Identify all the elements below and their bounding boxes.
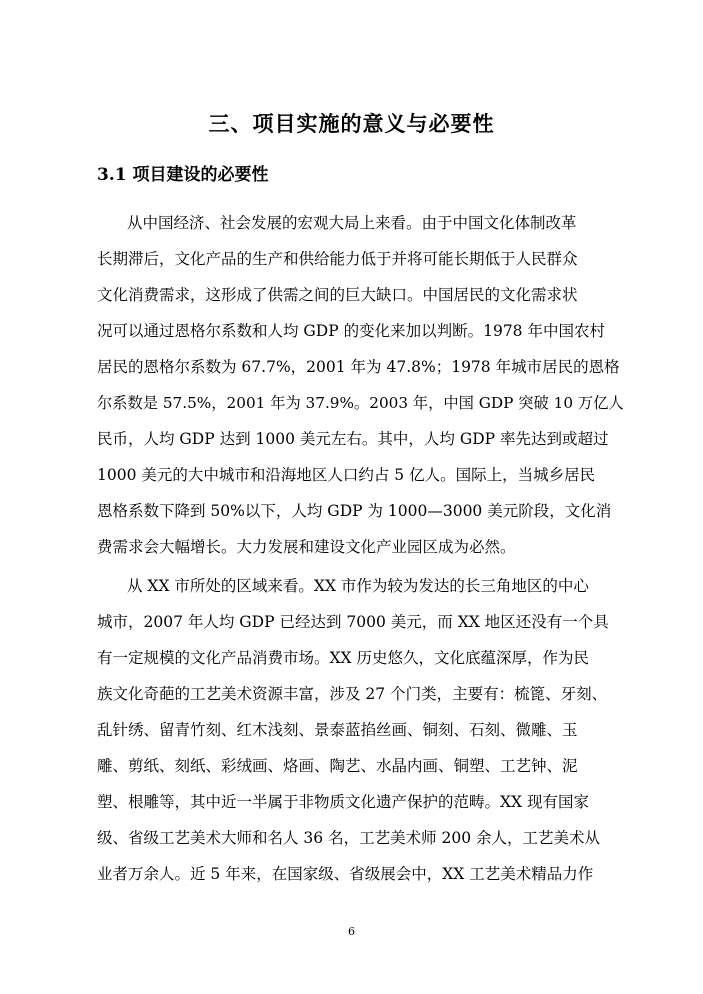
paragraph-line: 从中国经济、社会发展的宏观大局上来看。由于中国文化体制改革 (127, 214, 577, 232)
paragraph-line: 况可以通过恩格尔系数和人均 GDP 的变化来加以判断。1978 年中国农村 (97, 322, 605, 340)
paragraph-line: 长期滞后，文化产品的生产和供给能力低于并将可能长期低于人民群众 (97, 250, 578, 268)
section-heading: 3.1 项目建设的必要性 (97, 165, 269, 185)
paragraph-line: 级、省级工艺美术大师和名人 36 名，工艺美术师 200 余人，工艺美术从 (97, 829, 601, 847)
paragraph-line: 塑、根雕等，其中近一半属于非物质文化遗产保护的范畴。XX 现有国家 (97, 793, 589, 811)
paragraph-line: 文化消费需求，这形成了供需之间的巨大缺口。中国居民的文化需求状 (97, 286, 578, 304)
paragraph-line: 有一定规模的文化产品消费市场。XX 历史悠久，文化底蕴深厚，作为民 (97, 649, 589, 667)
paragraph-line: 费需求会大幅增长。大力发展和建设文化产业园区成为必然。 (97, 538, 516, 556)
paragraph-line: 城市，2007 年人均 GDP 已经达到 7000 美元，而 XX 地区还没有一个具 (97, 613, 609, 631)
paragraph-line: 1000 美元的大中城市和沿海地区人口约占 5 亿人。国际上，当城乡居民 (97, 466, 596, 484)
paragraph-line: 族文化奇葩的工艺美术资源丰富，涉及 27 个门类，主要有：梳篦、牙刻、 (97, 685, 608, 703)
paragraph-line: 雕、剪纸、刻纸、彩绒画、烙画、陶艺、水晶内画、铜塑、工艺钟、泥 (97, 757, 578, 775)
page-title: 三、项目实施的意义与必要性 (208, 111, 495, 136)
paragraph-line: 尔系数是 57.5%，2001 年为 37.9%。2003 年，中国 GDP 突破 10 万亿人 (97, 394, 624, 412)
paragraph-line: 恩格系数下降到 50%以下，人均 GDP 为 1000—3000 美元阶段，文化消 (97, 502, 612, 520)
paragraph-line: 从 XX 市所处的区域来看。XX 市作为较为发达的长三角地区的中心 (127, 577, 589, 595)
paragraph-line: 民币，人均 GDP 达到 1000 美元左右。其中，人均 GDP 率先达到或超过 (97, 430, 609, 448)
paragraph-line: 业者万余人。近 5 年来，在国家级、省级展会中，XX 工艺美术精品力作 (97, 865, 594, 883)
paragraph-line: 乱针绣、留青竹刻、红木浅刻、景泰蓝掐丝画、铜刻、石刻、微雕、玉 (97, 721, 578, 739)
paragraph-line: 居民的恩格尔系数为 67.7%，2001 年为 47.8%；1978 年城市居民的恩格 (97, 358, 620, 376)
page-number: 6 (348, 925, 355, 938)
